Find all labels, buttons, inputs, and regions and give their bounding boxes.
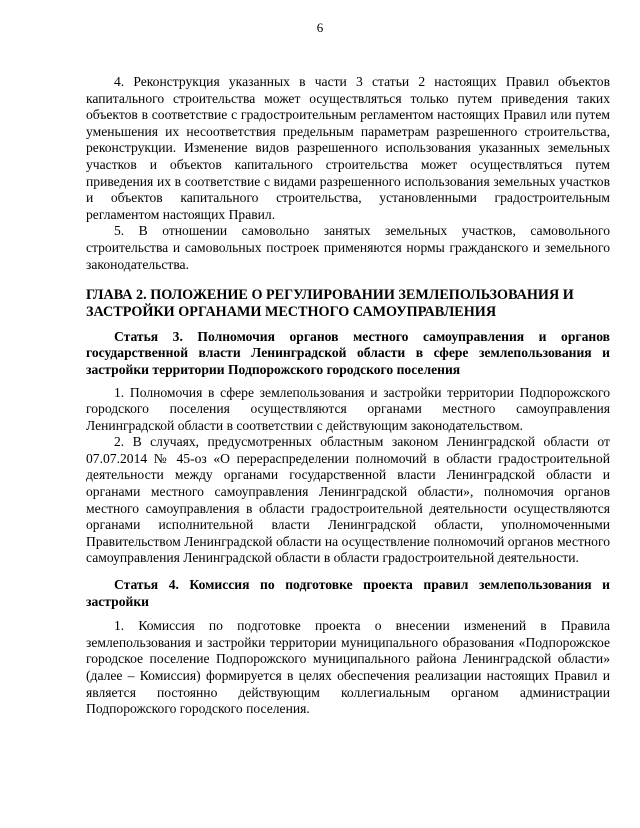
paragraph-5: 5. В отношении самовольно занятых земельных участков, самовольного строительства и самовольных построек применяются нормы гражданского и земельного законодательства. [86,223,610,272]
article-3-title: Статья 3. Полномочия органов местного самоуправления и органов государственной власти Ленинградской области в сфере землепользования и застройки территории Подпорожского городского поселения [86,328,610,377]
article-3-paragraph-1: 1. Полномочия в сфере землепользования и застройки территории Подпорожского городского поселения осуществляются органами местного самоуправления Ленинградской области в соответствии с действующим законодательством. [86,384,610,433]
article-4-title: Статья 4. Комиссия по подготовке проекта правил землепользования и застройки [86,577,610,609]
page-number: 6 [316,20,324,35]
chapter-2-title: ГЛАВА 2. ПОЛОЖЕНИЕ О РЕГУЛИРОВАНИИ ЗЕМЛЕПОЛЬЗОВАНИЯ И ЗАСТРОЙКИ ОРГАНАМИ МЕСТНОГО САМОУПРАВЛЕНИЯ [86,287,574,320]
article-4-paragraph-1: 1. Комиссия по подготовке проекта о внесении изменений в Правила землепользования и застройки территории муниципального образования «Подпорожское городское поселение Подпорожского муниципального района Ленинградской области» (далее – Комиссия) формируется в целях обеспечения реализации настоящих Правил и является постоянно действующим коллегиальным органом администрации Подпорожского городского поселения. [86,618,610,717]
document-body [86,74,610,718]
article-3-paragraph-2: 2. В случаях, предусмотренных областным законом Ленинградской области от 07.07.2014 № 45-оз «О перераспределении полномочий в области градостроительной деятельности между органами государственной власти Ленинградской области и органами местного самоуправления Ленинградской области», полномочия органов местного самоуправления в области градостроительной деятельности осуществляются органами исполнительной власти Ленинградской области, уполномоченными Правительством Ленинградской области на осуществление полномочий органов местного самоуправления Ленинградской области в области градостроительной деятельности. [86,434,610,566]
paragraph-4: 4. Реконструкция указанных в части 3 статьи 2 настоящих Правил объектов капитального строительства может осуществляться только путем приведения таких объектов в соответствие с градостроительным регламентом настоящих Правил или путем уменьшения их несоответствия предельным параметрам разрешенного строительства, реконструкции. Изменение видов разрешенного использования указанных земельных участков и объектов капитального строительства может осуществляться путем приведения их в соответствие с видами разрешенного использования земельных участков и объектов капитального строительства, установленными градостроительным регламентом настоящих Правил. [86,74,610,222]
